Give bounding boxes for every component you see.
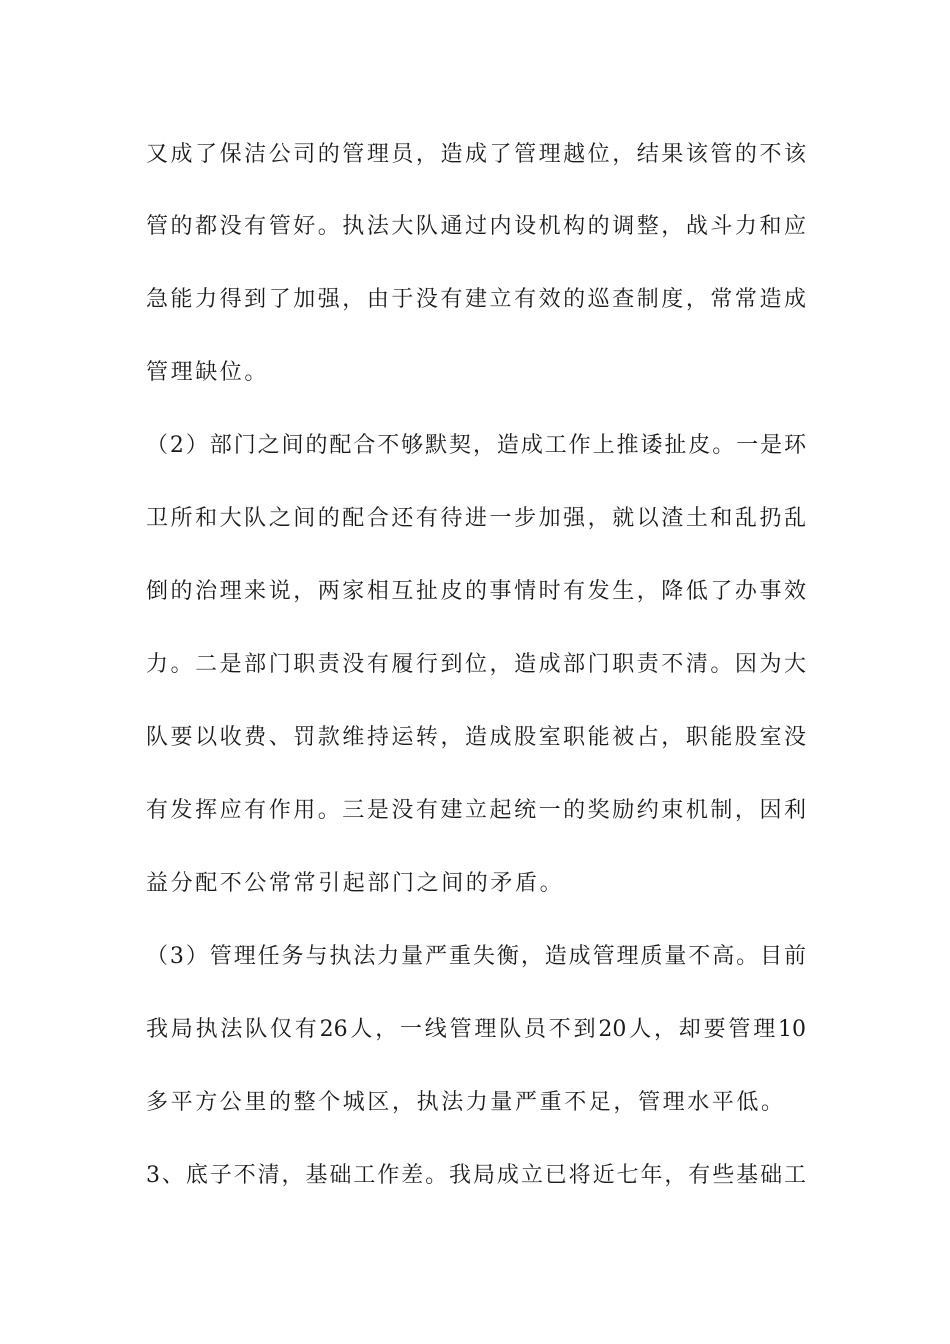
paragraph-line: 有发挥应有作用。三是没有建立起统一的奖励约束机制，因利 xyxy=(146,798,806,823)
paragraph-line: 队要以收费、罚款维持运转，造成股室职能被占，职能股室没 xyxy=(146,725,806,750)
paragraph-line: 倒的治理来说，两家相互扯皮的事情时有发生，降低了办事效 xyxy=(146,579,806,604)
paragraph-line: 管的都没有管好。执法大队通过内设机构的调整，战斗力和应 xyxy=(146,214,806,239)
paragraph-line: 急能力得到了加强，由于没有建立有效的巡查制度，常常造成 xyxy=(146,287,806,312)
paragraph-line: 管理缺位。 xyxy=(146,360,270,385)
paragraph-line: 益分配不公常常引起部门之间的矛盾。 xyxy=(146,871,565,896)
paragraph-line: 我局执法队仅有26人，一线管理队员不到20人，却要管理10 xyxy=(146,1017,806,1042)
paragraph-line: 力。二是部门职责没有履行到位，造成部门职责不清。因为大 xyxy=(146,652,806,677)
paragraph-line: 卫所和大队之间的配合还有待进一步加强，就以渣土和乱扔乱 xyxy=(146,506,806,531)
paragraph-line: （2）部门之间的配合不够默契，造成工作上推诿扯皮。一是环 xyxy=(146,433,806,458)
paragraph-line: （3）管理任务与执法力量严重失衡，造成管理质量不高。目前 xyxy=(146,944,806,969)
paragraph-line: 多平方公里的整个城区，执法力量严重不足，管理水平低。 xyxy=(146,1090,786,1115)
paragraph-line: 又成了保洁公司的管理员，造成了管理越位，结果该管的不该 xyxy=(146,142,806,167)
paragraph-line: 3、底子不清，基础工作差。我局成立已将近七年，有些基础工 xyxy=(146,1163,806,1188)
